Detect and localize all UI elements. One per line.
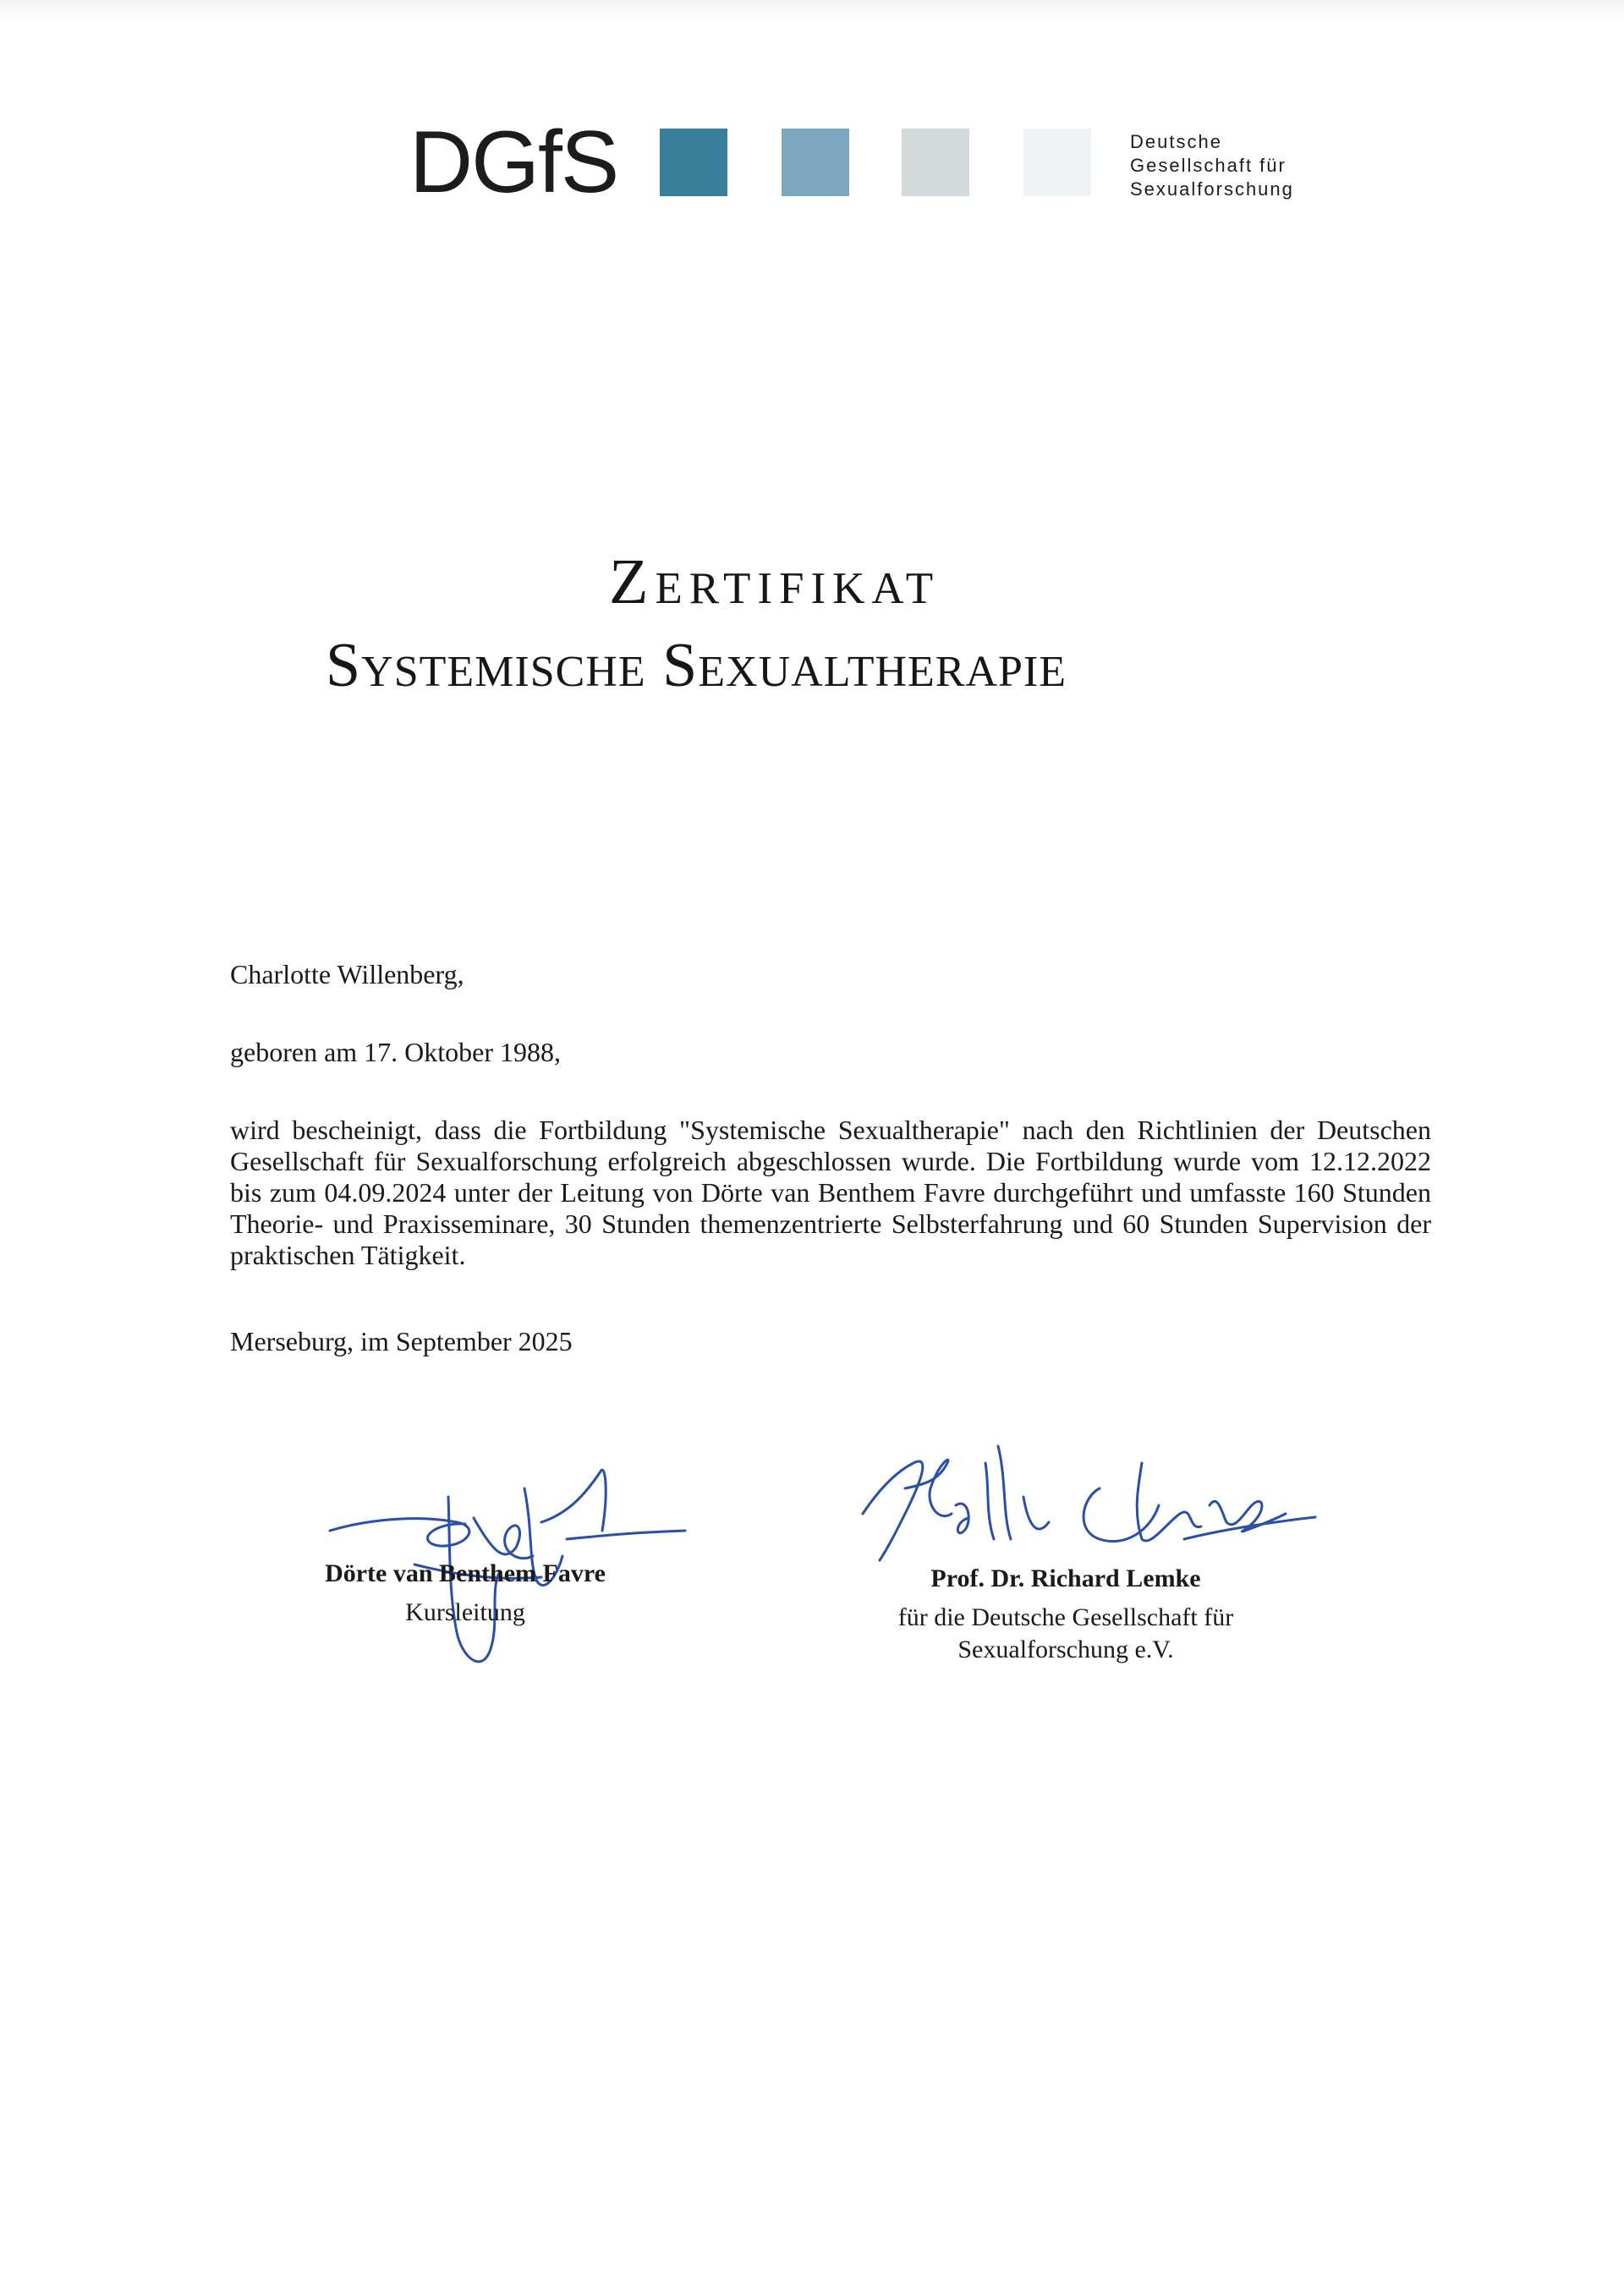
signatory-left-role: Kursleitung	[405, 1598, 525, 1626]
certification-statement: wird bescheinigt, dass die Fortbildung "Systemische Sexualtherapie" nach den Richtlinien der Deutschen Gesellschaft für Sexualforschung erfolgreich abgeschlossen wurde. Die Fortbildung wurde vom 12.12.2022 bis zum 04.09.2024 unter der Leitung von Dörte van Benthem Favre durchgeführt und umfasste 160 Stunden Theorie- und Praxisseminare, 30 Stunden themenzentrierte Selbsterfahrung und 60 Stunden Supervision der praktischen Tätigkeit.	[230, 1115, 1431, 1270]
recipient-birth-date: geboren am 17. Oktober 1988,	[230, 1037, 562, 1067]
place-and-date: Merseburg, im September 2025	[230, 1326, 573, 1356]
logo-organization-name	[1130, 130, 1294, 201]
signatory-left-name: Dörte van Benthem Favre	[325, 1559, 606, 1587]
signatory-right-role-line-1: für die Deutsche Gesellschaft für	[897, 1603, 1234, 1631]
title-subtitle: Systemische Sexualtherapie	[326, 631, 1067, 700]
logo-square-lightest	[1023, 129, 1091, 196]
logo-square-light	[902, 129, 969, 196]
recipient-name: Charlotte Willenberg,	[230, 959, 464, 989]
signature-right-handwriting	[846, 1412, 1320, 1581]
scan-edge-shadow	[0, 0, 1624, 20]
logo-abbreviation: DGfS	[409, 113, 618, 211]
logo-square-dark	[660, 129, 727, 196]
logo-org-line-2: Gesellschaft für	[1130, 155, 1287, 176]
signatory-right-role-line-2: Sexualforschung e.V.	[957, 1636, 1174, 1663]
title-main: Zertifikat	[609, 546, 941, 617]
logo-org-line-1: Deutsche	[1130, 131, 1222, 152]
logo-square-medium	[782, 129, 849, 196]
dgfs-logo	[406, 113, 1336, 220]
signature-right-caption	[829, 1563, 1303, 1666]
logo-org-line-3: Sexualforschung	[1130, 178, 1294, 200]
signature-left-caption	[262, 1558, 668, 1629]
signatory-right-name: Prof. Dr. Richard Lemke	[930, 1564, 1201, 1592]
